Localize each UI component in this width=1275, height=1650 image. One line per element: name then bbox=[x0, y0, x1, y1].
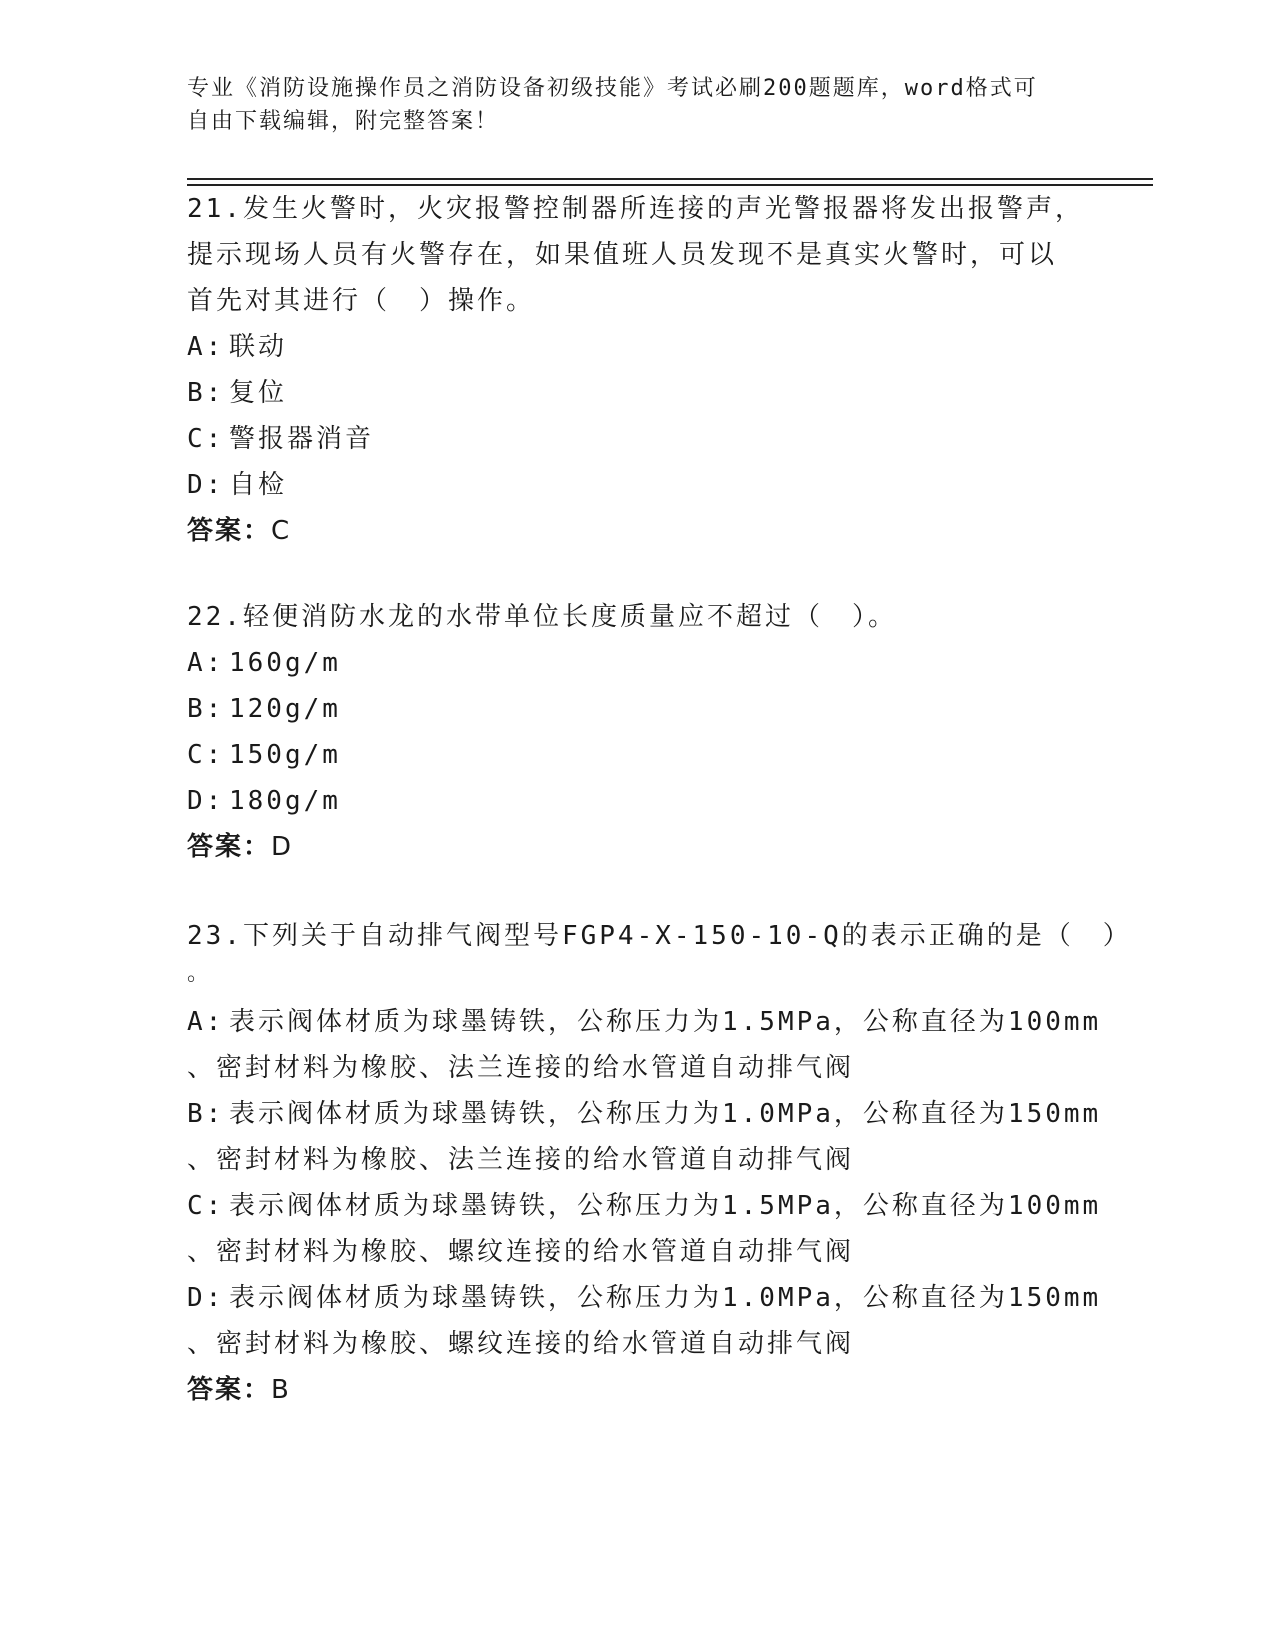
option-d bbox=[187, 462, 1087, 508]
header-divider-top bbox=[187, 178, 1153, 180]
option-text: 120g/m bbox=[229, 694, 341, 724]
question-stem-line: 首先对其进行（ ）操作。 bbox=[187, 286, 536, 316]
question-22 bbox=[187, 594, 1087, 870]
option-key: A: bbox=[187, 1007, 225, 1037]
question-23 bbox=[187, 913, 1132, 1413]
option-c-continued: 、密封材料为橡胶、螺纹连接的给水管道自动排气阀 bbox=[187, 1237, 855, 1267]
question-stem-line: 22.轻便消防水龙的水带单位长度质量应不超过（ ）。 bbox=[187, 602, 897, 632]
question-21 bbox=[187, 186, 1087, 554]
option-a bbox=[187, 640, 1087, 686]
answer-line bbox=[187, 824, 1087, 870]
option-c bbox=[187, 732, 1087, 778]
option-d-continued: 、密封材料为橡胶、螺纹连接的给水管道自动排气阀 bbox=[187, 1329, 855, 1359]
header-line-2: 自由下载编辑，附完整答案！ bbox=[187, 109, 500, 134]
option-key: B: bbox=[187, 694, 225, 724]
header-line-1: 专业《消防设施操作员之消防设备初级技能》考试必刷200题题库，word格式可 bbox=[187, 76, 1038, 101]
option-b bbox=[187, 370, 1087, 416]
option-text: 复位 bbox=[229, 378, 288, 408]
option-key: A: bbox=[187, 332, 225, 362]
answer-label: 答案： bbox=[187, 1375, 272, 1405]
answer-value: B bbox=[271, 1375, 291, 1405]
option-text: 表示阀体材质为球墨铸铁，公称压力为1.0MPa，公称直径为150mm bbox=[229, 1099, 1102, 1129]
option-key: D: bbox=[187, 1283, 225, 1313]
option-b-continued: 、密封材料为橡胶、法兰连接的给水管道自动排气阀 bbox=[187, 1145, 855, 1175]
answer-line bbox=[187, 508, 1087, 554]
question-stem-line: 23.下列关于自动排气阀型号FGP4-X-150-10-Q的表示正确的是（ ） bbox=[187, 921, 1132, 951]
option-key: A: bbox=[187, 648, 225, 678]
option-text: 表示阀体材质为球墨铸铁，公称压力为1.0MPa，公称直径为150mm bbox=[229, 1283, 1102, 1313]
option-text: 150g/m bbox=[229, 740, 341, 770]
question-stem-line: 提示现场人员有火警存在，如果值班人员发现不是真实火警时，可以 bbox=[187, 240, 1058, 270]
answer-label: 答案： bbox=[187, 832, 272, 862]
answer-value: C bbox=[271, 516, 292, 546]
answer-line bbox=[187, 1367, 1087, 1413]
option-text: 自检 bbox=[229, 470, 288, 500]
document-header bbox=[187, 72, 1087, 138]
option-a bbox=[187, 324, 1087, 370]
option-text: 表示阀体材质为球墨铸铁，公称压力为1.5MPa，公称直径为100mm bbox=[229, 1191, 1102, 1221]
question-stem-line: 。 bbox=[187, 961, 213, 986]
option-c bbox=[187, 1183, 1102, 1229]
option-key: D: bbox=[187, 786, 225, 816]
option-key: B: bbox=[187, 378, 225, 408]
option-a-continued: 、密封材料为橡胶、法兰连接的给水管道自动排气阀 bbox=[187, 1053, 855, 1083]
option-b bbox=[187, 1091, 1102, 1137]
option-key: B: bbox=[187, 1099, 225, 1129]
answer-label: 答案： bbox=[187, 516, 272, 546]
option-text: 160g/m bbox=[229, 648, 341, 678]
option-c bbox=[187, 416, 1087, 462]
option-key: C: bbox=[187, 424, 225, 454]
question-stem-line: 21.发生火警时，火灾报警控制器所连接的声光警报器将发出报警声， bbox=[187, 194, 1084, 224]
option-key: D: bbox=[187, 470, 225, 500]
answer-value: D bbox=[271, 832, 294, 862]
option-key: C: bbox=[187, 740, 225, 770]
option-key: C: bbox=[187, 1191, 225, 1221]
option-b bbox=[187, 686, 1087, 732]
option-text: 表示阀体材质为球墨铸铁，公称压力为1.5MPa，公称直径为100mm bbox=[229, 1007, 1102, 1037]
option-text: 警报器消音 bbox=[229, 424, 375, 454]
option-text: 联动 bbox=[229, 332, 288, 362]
option-d bbox=[187, 1275, 1102, 1321]
option-a bbox=[187, 999, 1102, 1045]
option-text: 180g/m bbox=[229, 786, 341, 816]
option-d bbox=[187, 778, 1087, 824]
